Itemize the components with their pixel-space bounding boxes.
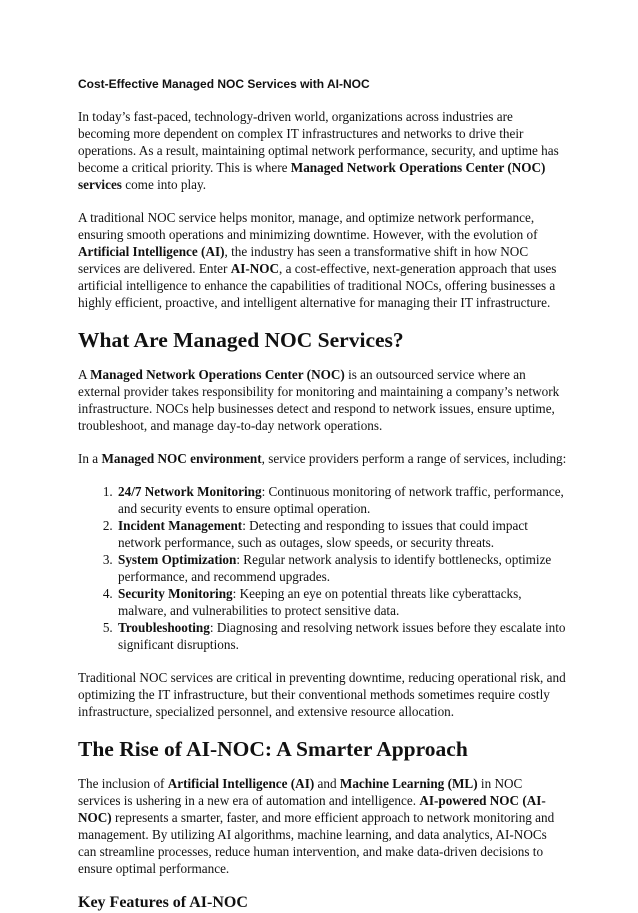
list-item-term: Security Monitoring xyxy=(118,586,233,601)
section-heading-ai-noc: The Rise of AI-NOC: A Smarter Approach xyxy=(78,737,468,761)
bold-text: Machine Learning (ML) xyxy=(339,776,478,791)
section1-paragraph-2 xyxy=(78,450,568,467)
bold-text: Artificial Intelligence (AI) xyxy=(78,244,225,259)
section1-paragraph-1 xyxy=(78,366,568,434)
text: A traditional NOC service helps monitor, manage, and optimize network performance, ensuring smooth operations and minimizing downtime. However, with the evolution of xyxy=(78,210,538,242)
list-item xyxy=(116,619,568,653)
list-item-term: Troubleshooting xyxy=(118,620,210,635)
list-item-desc: : Continuous monitoring of network traffic, performance, and security events to ensure optimal operation. xyxy=(118,484,564,516)
text: in NOC services is ushering in a new era of automation and intelligence. xyxy=(78,776,523,808)
text: , a cost-effective, next-generation approach that uses artificial intelligence to enhance the capabilities of traditional NOCs, offering businesses a highly efficient, proactive, and intelligent alternative for managing their IT infrastructure. xyxy=(78,261,557,310)
text: In a xyxy=(78,451,102,466)
bold-text: Managed NOC environment xyxy=(101,451,262,466)
list-item-desc: : Diagnosing and resolving network issues before they escalate into significant disruptions. xyxy=(118,620,566,652)
list-item-term: System Optimization xyxy=(118,552,237,567)
list-item xyxy=(116,517,568,551)
list-item-term: Incident Management xyxy=(118,518,243,533)
intro-paragraph-1 xyxy=(78,108,568,193)
bold-text: AI-NOC xyxy=(230,261,280,276)
services-list xyxy=(78,483,568,653)
list-item xyxy=(116,551,568,585)
bold-text: Managed Network Operations Center (NOC) services xyxy=(78,160,546,192)
text: A xyxy=(78,367,91,382)
text: come into play. xyxy=(121,177,207,192)
list-item-desc: : Keeping an eye on potential threats like cyberattacks, malware, and vulnerabilities to protect sensitive data. xyxy=(118,586,522,618)
section2-paragraph-1 xyxy=(78,775,568,877)
list-item-term: 24/7 Network Monitoring xyxy=(118,484,262,499)
text: is an outsourced service where an external provider takes responsibility for monitoring and maintaining a company’s network infrastructure. NOCs help businesses detect and respond to network issues, ensure uptime, troubleshoot, and manage day-to-day network operations. xyxy=(78,367,560,433)
text: , the industry has seen a transformative shift in how NOC services are delivered. Enter xyxy=(78,244,529,276)
list-item xyxy=(116,585,568,619)
document-title: Cost-Effective Managed NOC Services with AI-NOC xyxy=(78,77,370,91)
bold-text: AI-powered NOC (AI-NOC) xyxy=(78,793,546,825)
text: and xyxy=(314,776,340,791)
text: In today’s fast-paced, technology-driven world, organizations across industries are becoming more dependent on complex IT infrastructures and networks to drive their operations. As a result, maintaining optimal network performance, security, and uptime has become a critical priority. This is where xyxy=(78,109,559,175)
list-item-desc: : Regular network analysis to identify bottlenecks, optimize performance, and recommend upgrades. xyxy=(118,552,552,584)
list-item xyxy=(116,483,568,517)
bold-text: Managed Network Operations Center (NOC) xyxy=(90,367,345,382)
section-heading-managed-noc: What Are Managed NOC Services? xyxy=(78,328,404,352)
text: The inclusion of xyxy=(78,776,168,791)
text: , service providers perform a range of services, including: xyxy=(261,451,567,466)
subheading-key-features: Key Features of AI-NOC xyxy=(78,894,248,911)
list-item-desc: : Detecting and responding to issues that could impact network performance, such as outages, slow speeds, or security threats. xyxy=(118,518,528,550)
text: represents a smarter, faster, and more efficient approach to network monitoring and management. By utilizing AI algorithms, machine learning, and data analytics, AI-NOCs can streamline processes, reduce human intervention, and make data-driven decisions to ensure optimal performance. xyxy=(78,810,555,876)
intro-paragraph-2 xyxy=(78,209,568,311)
section1-paragraph-3: Traditional NOC services are critical in preventing downtime, reducing operational risk, and optimizing the IT infrastructure, but their conventional methods sometimes require costly infrastructure, specialized personnel, and extensive resource allocation. xyxy=(78,670,566,719)
bold-text: Artificial Intelligence (AI) xyxy=(167,776,315,791)
